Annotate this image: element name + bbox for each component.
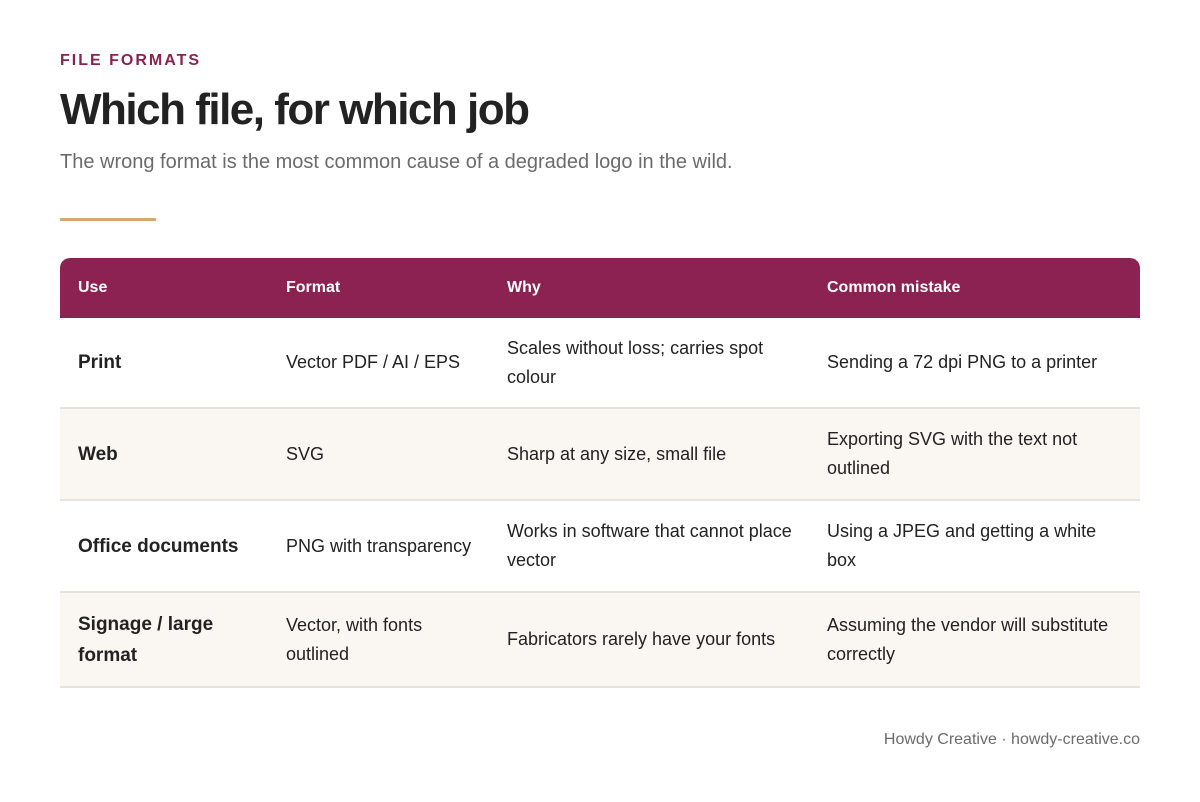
cell-common-mistake: Using a JPEG and getting a white box [827,521,1097,570]
cell-use: Print [78,352,122,373]
column-header-common-mistake: Common mistake [827,279,961,296]
cell-why: Works in software that cannot place vector [507,521,792,570]
cell-common-mistake: Sending a 72 dpi PNG to a printer [827,352,1098,372]
table-header [60,258,1140,318]
cell-why: Scales without loss; carries spot colour [507,337,764,387]
cell-format: Vector, with fonts outlined [286,614,423,664]
cell-common-mistake: Assuming the vendor will substitute correctly [827,614,1109,664]
column-header-why: Why [507,279,541,296]
column-header-use: Use [78,279,108,296]
column-header-format: Format [286,279,341,296]
file-formats-table [60,258,1140,688]
page-title: Which file, for which job [60,85,529,134]
cell-format: Vector PDF / AI / EPS [286,352,461,372]
cell-why: Sharp at any size, small file [507,443,727,464]
cell-format: SVG [286,443,325,464]
cell-use: Signage / large format [78,613,214,666]
accent-divider [60,218,156,221]
footer-credit: Howdy Creative · howdy-creative.co [883,731,1140,748]
eyebrow-label: FILE FORMATS [60,52,202,69]
cell-why: Fabricators rarely have your fonts [507,629,776,649]
cell-common-mistake: Exporting SVG with the text not outlined [827,429,1078,478]
cell-use: Web [78,443,118,465]
table-row [60,409,1140,501]
page-subtitle: The wrong format is the most common cause of a degraded logo in the wild. [60,151,733,173]
page [60,0,1140,802]
table-row [60,593,1140,688]
cell-format: PNG with transparency [286,535,472,556]
table-row [60,318,1140,409]
cell-use: Office documents [78,535,239,557]
table-row [60,501,1140,593]
